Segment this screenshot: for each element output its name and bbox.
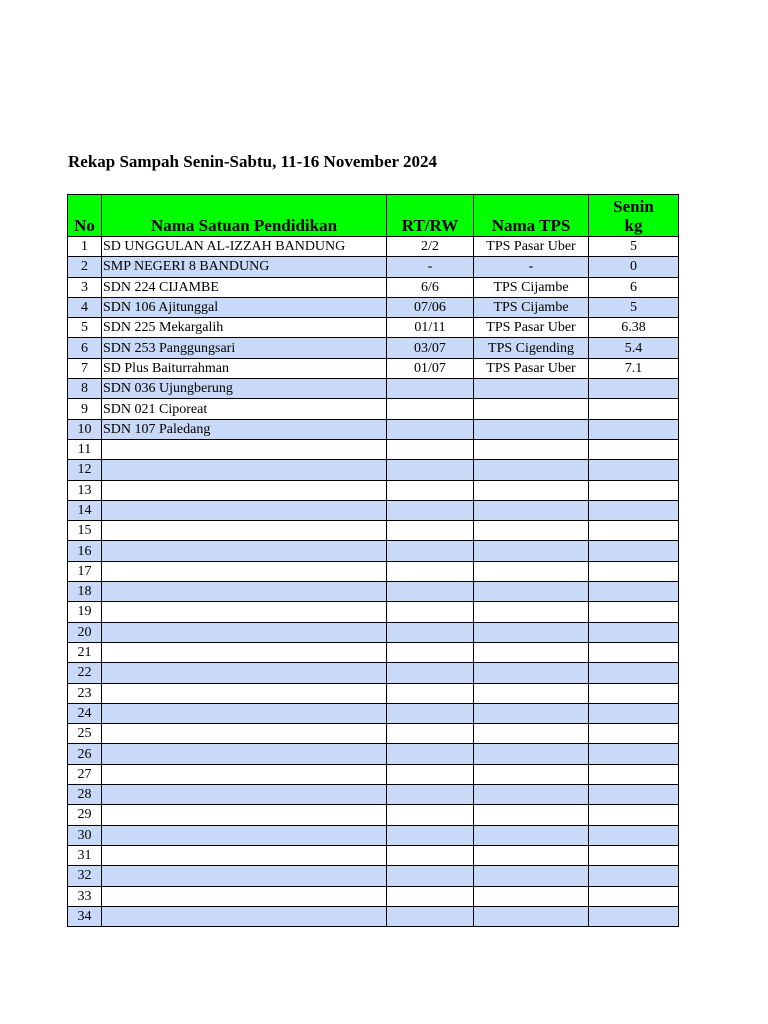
table-row (68, 805, 679, 825)
page-title: Rekap Sampah Senin-Sabtu, 11-16 November 2024 (68, 152, 438, 171)
table-row (68, 399, 679, 419)
cell-tps[interactable] (474, 602, 589, 622)
cell-school-name[interactable] (102, 663, 387, 683)
cell-senin-kg[interactable] (589, 439, 679, 459)
cell-rtrw[interactable]: - (387, 257, 474, 277)
cell-senin-kg[interactable] (589, 521, 679, 541)
header-senin-kg (589, 195, 679, 237)
cell-senin-kg[interactable]: 5 (589, 237, 679, 257)
cell-rtrw[interactable] (387, 886, 474, 906)
cell-school-name[interactable]: SDN 107 Paledang (102, 419, 387, 439)
header-rtrw: RT/RW (387, 195, 474, 237)
cell-school-name[interactable] (102, 439, 387, 459)
cell-school-name[interactable]: SDN 224 CIJAMBE (102, 277, 387, 297)
cell-tps[interactable] (474, 480, 589, 500)
cell-tps[interactable] (474, 825, 589, 845)
cell-tps[interactable] (474, 724, 589, 744)
cell-school-name[interactable] (102, 683, 387, 703)
cell-no[interactable]: 7 (68, 358, 102, 378)
cell-no[interactable]: 33 (68, 886, 102, 906)
cell-rtrw[interactable]: 03/07 (387, 338, 474, 358)
cell-rtrw[interactable]: 07/06 (387, 297, 474, 317)
table-row (68, 764, 679, 784)
table-row (68, 906, 679, 926)
cell-no[interactable]: 21 (68, 642, 102, 662)
cell-tps[interactable] (474, 622, 589, 642)
table-body (68, 237, 679, 927)
table-row (68, 439, 679, 459)
cell-school-name[interactable]: SDN 253 Panggungsari (102, 338, 387, 358)
cell-rtrw[interactable] (387, 439, 474, 459)
cell-no[interactable]: 18 (68, 582, 102, 602)
cell-tps[interactable] (474, 785, 589, 805)
cell-no[interactable]: 32 (68, 866, 102, 886)
cell-senin-kg[interactable] (589, 703, 679, 723)
cell-no[interactable]: 9 (68, 399, 102, 419)
cell-school-name[interactable] (102, 582, 387, 602)
cell-rtrw[interactable] (387, 602, 474, 622)
cell-rtrw[interactable] (387, 480, 474, 500)
cell-no[interactable]: 11 (68, 439, 102, 459)
cell-no[interactable]: 24 (68, 703, 102, 723)
cell-school-name[interactable] (102, 825, 387, 845)
cell-rtrw[interactable] (387, 764, 474, 784)
cell-senin-kg[interactable] (589, 845, 679, 865)
cell-senin-kg[interactable] (589, 663, 679, 683)
cell-tps[interactable] (474, 521, 589, 541)
cell-senin-kg[interactable] (589, 480, 679, 500)
table-row (68, 379, 679, 399)
cell-school-name[interactable] (102, 703, 387, 723)
cell-tps[interactable] (474, 866, 589, 886)
cell-no[interactable]: 27 (68, 764, 102, 784)
cell-no[interactable]: 30 (68, 825, 102, 845)
cell-school-name[interactable] (102, 886, 387, 906)
cell-tps[interactable] (474, 805, 589, 825)
cell-senin-kg[interactable]: 5.4 (589, 338, 679, 358)
table-row (68, 622, 679, 642)
cell-senin-kg[interactable] (589, 561, 679, 581)
cell-tps[interactable]: - (474, 257, 589, 277)
table-row (68, 663, 679, 683)
cell-school-name[interactable] (102, 602, 387, 622)
cell-senin-kg[interactable] (589, 399, 679, 419)
cell-school-name[interactable] (102, 642, 387, 662)
cell-rtrw[interactable] (387, 845, 474, 865)
cell-rtrw[interactable] (387, 866, 474, 886)
cell-senin-kg[interactable] (589, 866, 679, 886)
cell-rtrw[interactable] (387, 906, 474, 926)
cell-tps[interactable] (474, 703, 589, 723)
cell-no[interactable]: 20 (68, 622, 102, 642)
header-no: No (68, 195, 102, 237)
cell-school-name[interactable] (102, 460, 387, 480)
table-row (68, 642, 679, 662)
cell-school-name[interactable]: SMP NEGERI 8 BANDUNG (102, 257, 387, 277)
table-row (68, 886, 679, 906)
cell-no[interactable]: 29 (68, 805, 102, 825)
table-row (68, 500, 679, 520)
cell-rtrw[interactable] (387, 622, 474, 642)
cell-senin-kg[interactable] (589, 622, 679, 642)
cell-rtrw[interactable]: 01/07 (387, 358, 474, 378)
cell-rtrw[interactable]: 6/6 (387, 277, 474, 297)
cell-rtrw[interactable]: 2/2 (387, 237, 474, 257)
cell-school-name[interactable] (102, 845, 387, 865)
header-tps: Nama TPS (474, 195, 589, 237)
table-row (68, 277, 679, 297)
table-row (68, 602, 679, 622)
table-row (68, 561, 679, 581)
cell-senin-kg[interactable] (589, 724, 679, 744)
table-row (68, 825, 679, 845)
cell-school-name[interactable] (102, 521, 387, 541)
cell-rtrw[interactable] (387, 642, 474, 662)
cell-senin-kg[interactable] (589, 419, 679, 439)
cell-senin-kg[interactable] (589, 785, 679, 805)
cell-no[interactable]: 6 (68, 338, 102, 358)
cell-tps[interactable] (474, 886, 589, 906)
table-row (68, 419, 679, 439)
cell-tps[interactable] (474, 561, 589, 581)
cell-tps[interactable] (474, 500, 589, 520)
cell-no[interactable]: 23 (68, 683, 102, 703)
cell-school-name[interactable] (102, 764, 387, 784)
cell-rtrw[interactable] (387, 460, 474, 480)
cell-rtrw[interactable] (387, 703, 474, 723)
cell-rtrw[interactable] (387, 663, 474, 683)
cell-school-name[interactable] (102, 561, 387, 581)
cell-rtrw[interactable] (387, 744, 474, 764)
cell-school-name[interactable] (102, 724, 387, 744)
cell-tps[interactable] (474, 683, 589, 703)
header-name: Nama Satuan Pendidikan (102, 195, 387, 237)
table-row (68, 683, 679, 703)
cell-senin-kg[interactable] (589, 460, 679, 480)
table-row (68, 744, 679, 764)
cell-no[interactable]: 1 (68, 237, 102, 257)
cell-no[interactable]: 17 (68, 561, 102, 581)
cell-no[interactable]: 25 (68, 724, 102, 744)
table-row (68, 257, 679, 277)
cell-no[interactable]: 3 (68, 277, 102, 297)
cell-rtrw[interactable] (387, 582, 474, 602)
cell-school-name[interactable] (102, 866, 387, 886)
cell-senin-kg[interactable] (589, 582, 679, 602)
cell-tps[interactable]: TPS Cijambe (474, 277, 589, 297)
cell-senin-kg[interactable]: 7.1 (589, 358, 679, 378)
cell-school-name[interactable] (102, 480, 387, 500)
table-row (68, 521, 679, 541)
cell-tps[interactable]: TPS Cijambe (474, 297, 589, 317)
cell-tps[interactable] (474, 399, 589, 419)
table-row (68, 541, 679, 561)
cell-school-name[interactable]: SDN 225 Mekargalih (102, 318, 387, 338)
cell-no[interactable]: 16 (68, 541, 102, 561)
cell-senin-kg[interactable] (589, 764, 679, 784)
table-row (68, 724, 679, 744)
cell-rtrw[interactable] (387, 541, 474, 561)
cell-tps[interactable] (474, 764, 589, 784)
table-header-row (68, 195, 679, 237)
cell-senin-kg[interactable] (589, 500, 679, 520)
cell-tps[interactable] (474, 439, 589, 459)
table-row (68, 845, 679, 865)
cell-no[interactable]: 4 (68, 297, 102, 317)
cell-rtrw[interactable] (387, 805, 474, 825)
cell-no[interactable]: 28 (68, 785, 102, 805)
cell-senin-kg[interactable]: 0 (589, 257, 679, 277)
cell-senin-kg[interactable] (589, 906, 679, 926)
cell-rtrw[interactable] (387, 825, 474, 845)
table-row (68, 358, 679, 378)
cell-school-name[interactable]: SD Plus Baiturrahman (102, 358, 387, 378)
cell-rtrw[interactable]: 01/11 (387, 318, 474, 338)
cell-tps[interactable] (474, 906, 589, 926)
table-row (68, 297, 679, 317)
table-row (68, 460, 679, 480)
cell-tps[interactable]: TPS Pasar Uber (474, 318, 589, 338)
cell-no[interactable]: 34 (68, 906, 102, 926)
cell-school-name[interactable] (102, 785, 387, 805)
cell-no[interactable]: 19 (68, 602, 102, 622)
header-day: Senin (613, 197, 654, 216)
recap-table (67, 194, 679, 927)
cell-rtrw[interactable] (387, 500, 474, 520)
cell-school-name[interactable] (102, 805, 387, 825)
cell-rtrw[interactable] (387, 724, 474, 744)
cell-school-name[interactable]: SDN 106 Ajitunggal (102, 297, 387, 317)
cell-tps[interactable]: TPS Pasar Uber (474, 237, 589, 257)
cell-tps[interactable] (474, 460, 589, 480)
table-row (68, 703, 679, 723)
table-row (68, 866, 679, 886)
cell-no[interactable]: 8 (68, 379, 102, 399)
table-row (68, 237, 679, 257)
cell-rtrw[interactable] (387, 379, 474, 399)
cell-tps[interactable] (474, 582, 589, 602)
cell-no[interactable]: 31 (68, 845, 102, 865)
cell-tps[interactable] (474, 642, 589, 662)
cell-tps[interactable] (474, 663, 589, 683)
cell-no[interactable]: 22 (68, 663, 102, 683)
cell-tps[interactable] (474, 744, 589, 764)
cell-senin-kg[interactable] (589, 602, 679, 622)
cell-rtrw[interactable] (387, 521, 474, 541)
cell-school-name[interactable]: SDN 036 Ujungberung (102, 379, 387, 399)
cell-school-name[interactable] (102, 622, 387, 642)
cell-rtrw[interactable] (387, 785, 474, 805)
cell-school-name[interactable] (102, 906, 387, 926)
cell-senin-kg[interactable] (589, 744, 679, 764)
cell-tps[interactable] (474, 541, 589, 561)
cell-school-name[interactable] (102, 744, 387, 764)
cell-senin-kg[interactable]: 5 (589, 297, 679, 317)
cell-school-name[interactable]: SD UNGGULAN AL-IZZAH BANDUNG (102, 237, 387, 257)
cell-senin-kg[interactable]: 6 (589, 277, 679, 297)
cell-tps[interactable] (474, 845, 589, 865)
cell-school-name[interactable] (102, 500, 387, 520)
header-unit: kg (624, 216, 643, 235)
cell-no[interactable]: 13 (68, 480, 102, 500)
table-row (68, 785, 679, 805)
cell-tps[interactable] (474, 379, 589, 399)
table-row (68, 338, 679, 358)
table-row (68, 582, 679, 602)
cell-rtrw[interactable] (387, 419, 474, 439)
cell-senin-kg[interactable] (589, 825, 679, 845)
cell-senin-kg[interactable]: 6.38 (589, 318, 679, 338)
cell-tps[interactable]: TPS Cigending (474, 338, 589, 358)
table-row (68, 318, 679, 338)
cell-no[interactable]: 14 (68, 500, 102, 520)
cell-school-name[interactable]: SDN 021 Ciporeat (102, 399, 387, 419)
cell-school-name[interactable] (102, 541, 387, 561)
cell-rtrw[interactable] (387, 399, 474, 419)
cell-rtrw[interactable] (387, 683, 474, 703)
cell-no[interactable]: 10 (68, 419, 102, 439)
cell-no[interactable]: 26 (68, 744, 102, 764)
cell-no[interactable]: 2 (68, 257, 102, 277)
cell-senin-kg[interactable] (589, 642, 679, 662)
cell-senin-kg[interactable] (589, 886, 679, 906)
cell-senin-kg[interactable] (589, 541, 679, 561)
cell-no[interactable]: 12 (68, 460, 102, 480)
cell-tps[interactable] (474, 419, 589, 439)
cell-no[interactable]: 5 (68, 318, 102, 338)
cell-tps[interactable]: TPS Pasar Uber (474, 358, 589, 378)
cell-senin-kg[interactable] (589, 805, 679, 825)
table-row (68, 480, 679, 500)
cell-senin-kg[interactable] (589, 379, 679, 399)
cell-rtrw[interactable] (387, 561, 474, 581)
cell-no[interactable]: 15 (68, 521, 102, 541)
cell-senin-kg[interactable] (589, 683, 679, 703)
